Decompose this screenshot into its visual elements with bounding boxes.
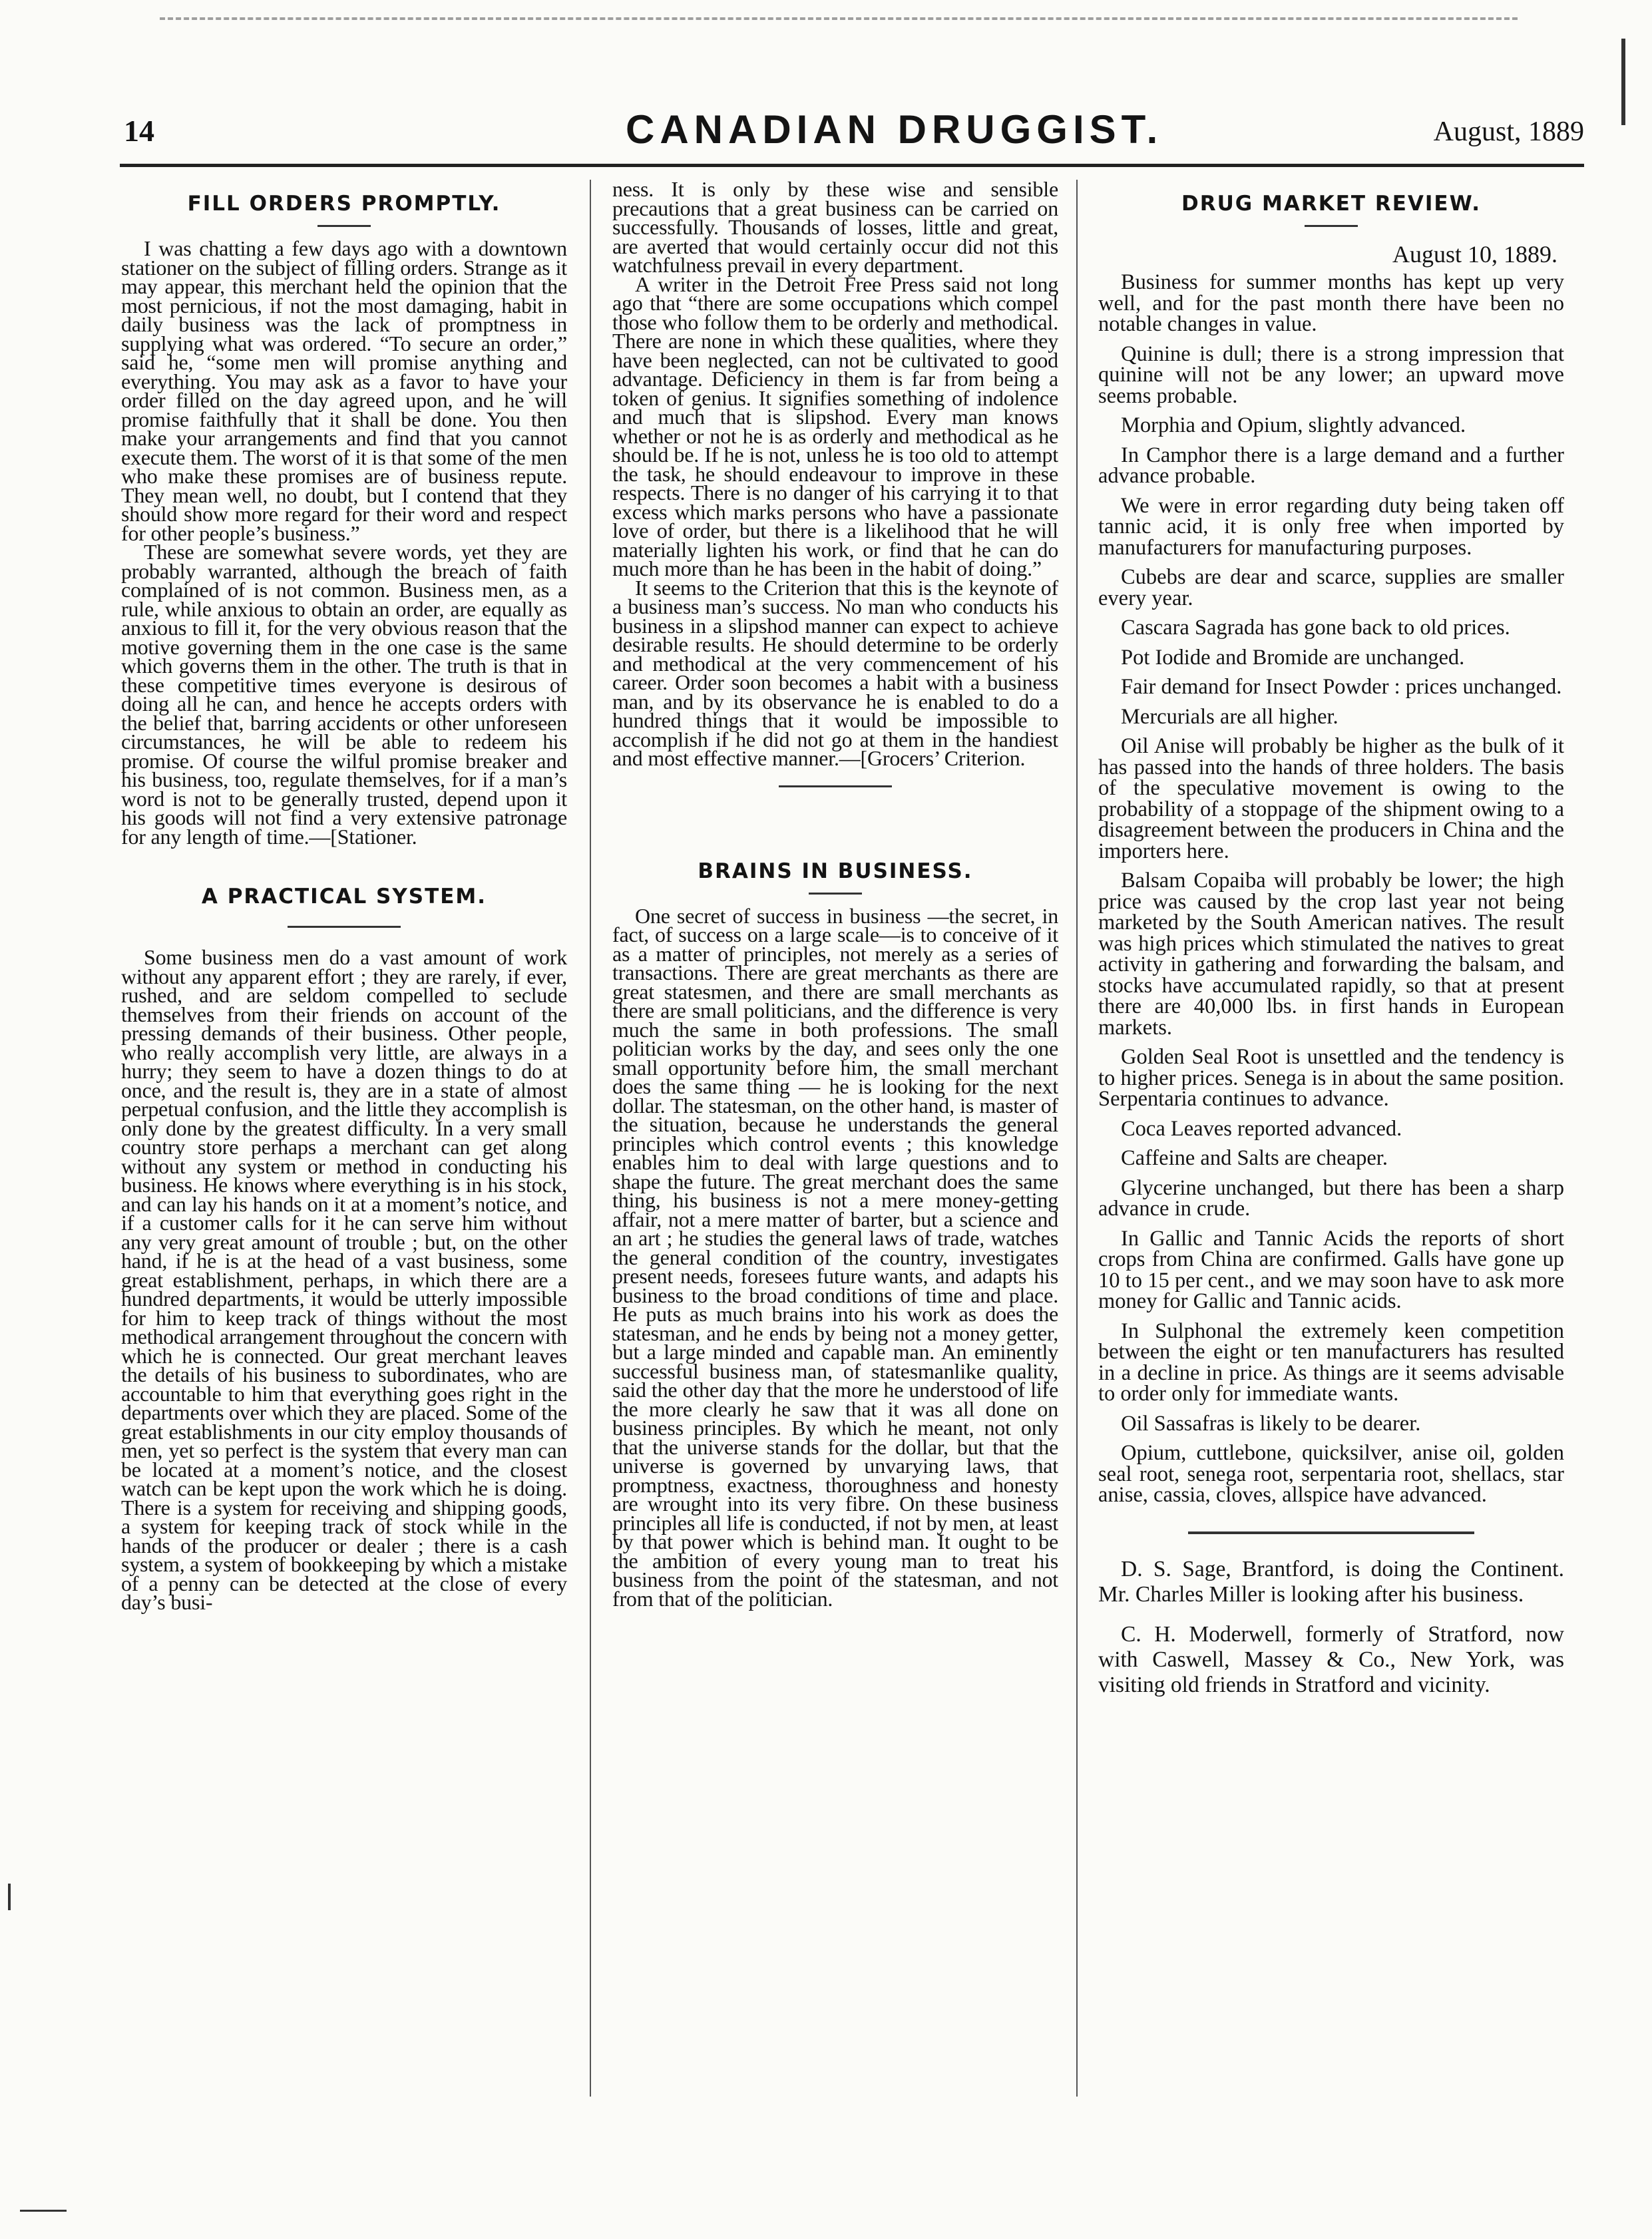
article-paragraph: I was chatting a few days ago with a downtown stationer on the subject of filling orders. Strange as it may appear, this merchant held the opinion that the most pernicious, if not the most damaging, habit in daily business was the lack of promptness in supplying what was ordered. “To secure an order,” said he, “some men will promise anything and everything. You may ask as a favor to have your order filled on the day agreed upon, and he will promise faithfully that it shall be done. You then make your arrangements and find that you cannot execute them. The worst of it is that some of the men who make these promises are of business repute. They mean well, no doubt, but I contend that they should show more regard for their word and respect for other people’s business.”: [121, 236, 567, 545]
article-paragraph: One secret of success in business —the secret, in fact, of success on a large scale—is to conceive of it as a matter of principles, not merely as a series of transactions. There are great merchants as there are great statesmen, and there are small merchants as there are small politicians, and the difference is very much the same in both professions. The small politician works by the day, and sees only the one small opportunity before him, the small merchant does the same thing — he is looking for the next dollar. The statesman, on the other hand, is master of the situation, because he understands the general principles which control events ; this knowledge enables him to deal with large questions and to shape the future. The great merchant does the same thing, his business is not a mere money-getting affair, not a mere matter of barter, but a science and an art ; he studies the general laws of trade, watches the general condition of the country, investigates present needs, foresees future wants, and adapts his business to the broad conditions of time and place. He puts as much brains into his work as does the statesman, and he ends by being not a money getter, but a large minded and capable man. An eminently successful business man, of statesmanlike quality, said the other day that the more he understood of life the more clearly he saw that it was all done on business principles. By which he meant, not only that the universe stands for the dollar, but that the universe is governed by unvarying laws, that promptness, exactness, thoroughness and honesty are wrought into its very fibre. On these business principles all life is conducted, if not by men, at least by that power which is behind man. It ought to be the ambition of every young man to treat his business from the point of the statesman, and not from that of the politician.: [612, 903, 1058, 1611]
scan-edge-mark: [8, 1884, 11, 1910]
market-item: We were in error regarding duty being taken off tannic acid, it is only free when imported by manufacturers for manufacturing purposes.: [1098, 493, 1564, 560]
title-rule: [288, 926, 401, 928]
article-paragraph-continued: ness. It is only by these wise and sensible precautions that a great business can be carried on successfully. Thousands of losses, little and great, are averted that would certainly occur did not this watchfulness prevail in every department.: [612, 177, 1058, 277]
market-item: Oil Sassafras is likely to be dearer.: [1121, 1411, 1421, 1436]
market-item: In Camphor there is a large demand and a further advance probable.: [1098, 443, 1564, 488]
market-item: Morphia and Opium, slightly advanced.: [1121, 413, 1466, 437]
page-number: 14: [124, 114, 154, 148]
market-item: In Gallic and Tannic Acids the reports of short crops from China are confirmed. Galls have gone up 10 to 15 per cent., and we may soon have to ask more money for Gallic and Tannic acids.: [1098, 1226, 1564, 1313]
market-item: Business for summer months has kept up very well, and for the past month there have been no notable changes in value.: [1098, 270, 1564, 336]
title-rule: [1305, 225, 1358, 227]
article-paragraph: It seems to the Criterion that this is the keynote of a business man’s success. No man who conducts his business in a slipshod manner can expect to achieve desirable results. He should determine to be orderly and methodical at the very commencement of his career. Order soon becomes a habit with a business man, and by its observance he is enabled to do a hundred things that it would be impossible to accomplish if he did not go at them in the handiest and most effective manner.—[Grocers’ Criterion.: [612, 575, 1058, 770]
title-rule: [317, 225, 371, 227]
scan-top-rule: [160, 17, 1518, 24]
article-paragraph: These are somewhat severe words, yet they are probably warranted, although the breach of faith complained of is not common. Business men, as a rule, while anxious to obtain an order, are equally as anxious to fill it, for the very obvious reason that the motive governing them in the one case is the same which governs them in the other. The truth is that in these competitive times everyone is desirous of doing all he can, and hence he accepts orders with the belief that, barring accidents or other unforeseen circumstances, he will be able to redeem his promise. Of course the wilful promise breaker and his business, too, regulate themselves, for if a man’s word is not to be generally trusted, depend upon it his goods will not find a very extensive patronage for any length of time.—[Stationer.: [121, 540, 567, 849]
article-title: FILL ORDERS PROMPTLY.: [187, 192, 501, 216]
market-item: Fair demand for Insect Powder : prices unchanged.: [1121, 675, 1562, 699]
column-middle: [612, 177, 1058, 1611]
article-paragraph: Some business men do a vast amount of work without any apparent effort ; they are rarely, if ever, rushed, and are seldom compelled to seclude themselves from their friends on account of the pressing demands of their business. Other people, who really accomplish very little, are always in a hurry; they seem to have a dozen things to do at once, and the result is, they are in a state of almost perpetual confusion, and the little they accomplish is only done by the greatest difficulty. In a very small country store perhaps a merchant can get along without any system or method in conducting his business. He knows where everything is in his stock, and can lay his hands on it at a moment’s notice, and if a customer calls for it he can serve him without any very great amount of trouble ; but, on the other hand, if he is at the head of a vast business, some great establishment, perhaps, in which there are a hundred departments, it would be utterly impossible for him to keep track of things without the most methodical arrangement throughout the concern with which he is connected. Our great merchant leaves the details of his business to subordinates, who are accountable to him that everything goes right in the departments over which they are placed. Some of the great establishments in our city employ thousands of men, yet so perfect is the system that every man can be located at a moment’s notice, and the closest watch can be kept upon the work which he is doing. There is a system for receiving and shipping goods, a system for keeping track of stock while in the hands of the producer or dealer ; there is a cash system, a system of bookkeeping by which a mistake of a penny can be detected at the close of every day’s busi-: [121, 945, 567, 1614]
market-item: Opium, cuttlebone, quicksilver, anise oil, golden seal root, senega root, serpentaria root, shellacs, star anise, cassia, cloves, allspice have advanced.: [1098, 1441, 1564, 1507]
market-item: Oil Anise will probably be higher as the bulk of it has passed into the hands of three holders. The basis of the speculative movement is owing to the probability of a stoppage of the shipment owing to a disagreement between the producers in China and the importers here.: [1098, 734, 1564, 863]
column-divider: [1076, 180, 1078, 2097]
market-item: Cubebs are dear and scarce, supplies are smaller every year.: [1098, 565, 1564, 610]
article-title: BRAINS IN BUSINESS.: [698, 859, 973, 883]
article-end-rule: [779, 785, 892, 787]
article-fill-orders: [121, 192, 567, 849]
market-item: In Sulphonal the extremely keen competition between the eight or ten manufacturers has resulted in a decline in price. As things are it seems advisable to order only for immediate wants.: [1098, 1319, 1564, 1406]
market-item: Golden Seal Root is unsettled and the tendency is to higher prices. Senega is in about the same position. Serpentaria continues to advance.: [1098, 1045, 1564, 1111]
market-item: Pot Iodide and Bromide are unchanged.: [1121, 645, 1465, 670]
scan-edge-mark: [1621, 39, 1625, 125]
title-rule: [809, 893, 862, 895]
market-item: Quinine is dull; there is a strong impression that quinine will not be any lower; an upward move seems probable.: [1098, 341, 1564, 408]
column-right: [1098, 180, 1564, 1713]
market-item: Cascara Sagrada has gone back to old prices.: [1121, 616, 1510, 640]
scan-edge-mark: [20, 2210, 67, 2212]
article-practical-system: [121, 885, 567, 1612]
section-divider: [1188, 1531, 1474, 1534]
market-item: Balsam Copaiba will probably be lower; the high price was caused by the crop last year not being marketed by the South American natives. The result was high prices which stimulated the natives to great activity in gathering and forwarding the balsam, and stocks have accumulated rapidly, so that at present there are 40,000 lbs. in first hands in European markets.: [1098, 869, 1564, 1040]
article-drug-market-review: [1098, 192, 1564, 1506]
market-item: Caffeine and Salts are cheaper.: [1121, 1146, 1388, 1170]
personal-notes: [1098, 1557, 1564, 1698]
article-title: DRUG MARKET REVIEW.: [1181, 192, 1482, 216]
column-left: [121, 180, 567, 1612]
page-header: [120, 106, 1584, 160]
personal-note: D. S. Sage, Brantford, is doing the Continent. Mr. Charles Miller is looking after his business.: [1098, 1556, 1564, 1607]
masthead: CANADIAN DRUGGIST.: [626, 107, 1163, 152]
dateline: August 10, 1889.: [1392, 241, 1557, 268]
market-item: Coca Leaves reported advanced.: [1121, 1116, 1402, 1141]
issue-date: August, 1889: [1433, 116, 1584, 147]
article-paragraph: A writer in the Detroit Free Press said not long ago that “there are some occupations which compel those who follow them to be orderly and methodical. There are none in which these qualities, where they have been neglected, can not be cultivated to good advantage. Deficiency in them is far from being a token of genius. It signifies something of indolence and much that is slipshod. Every man knows whether or not he is as orderly and methodical as he should be. If he is not, unless he is too old to attempt the task, he should endeavour to improve in these respects. There is no danger of his carrying it to that excess which marks persons who have a passionate love of order, but there is a likelihood that he will materially lighten his work, or find that he can do much more than he has been in the habit of doing.”: [612, 272, 1058, 580]
header-rule: [120, 164, 1584, 167]
market-item: Mercurials are all higher.: [1121, 704, 1339, 729]
article-title: A PRACTICAL SYSTEM.: [201, 885, 487, 909]
article-brains-in-business: [612, 859, 1058, 1609]
column-divider: [590, 180, 591, 2097]
market-item: Glycerine unchanged, but there has been a sharp advance in crude.: [1098, 1175, 1564, 1221]
personal-note: C. H. Moderwell, formerly of Stratford, now with Caswell, Massey & Co., New York, was visiting old friends in Stratford and vicinity.: [1098, 1621, 1564, 1697]
